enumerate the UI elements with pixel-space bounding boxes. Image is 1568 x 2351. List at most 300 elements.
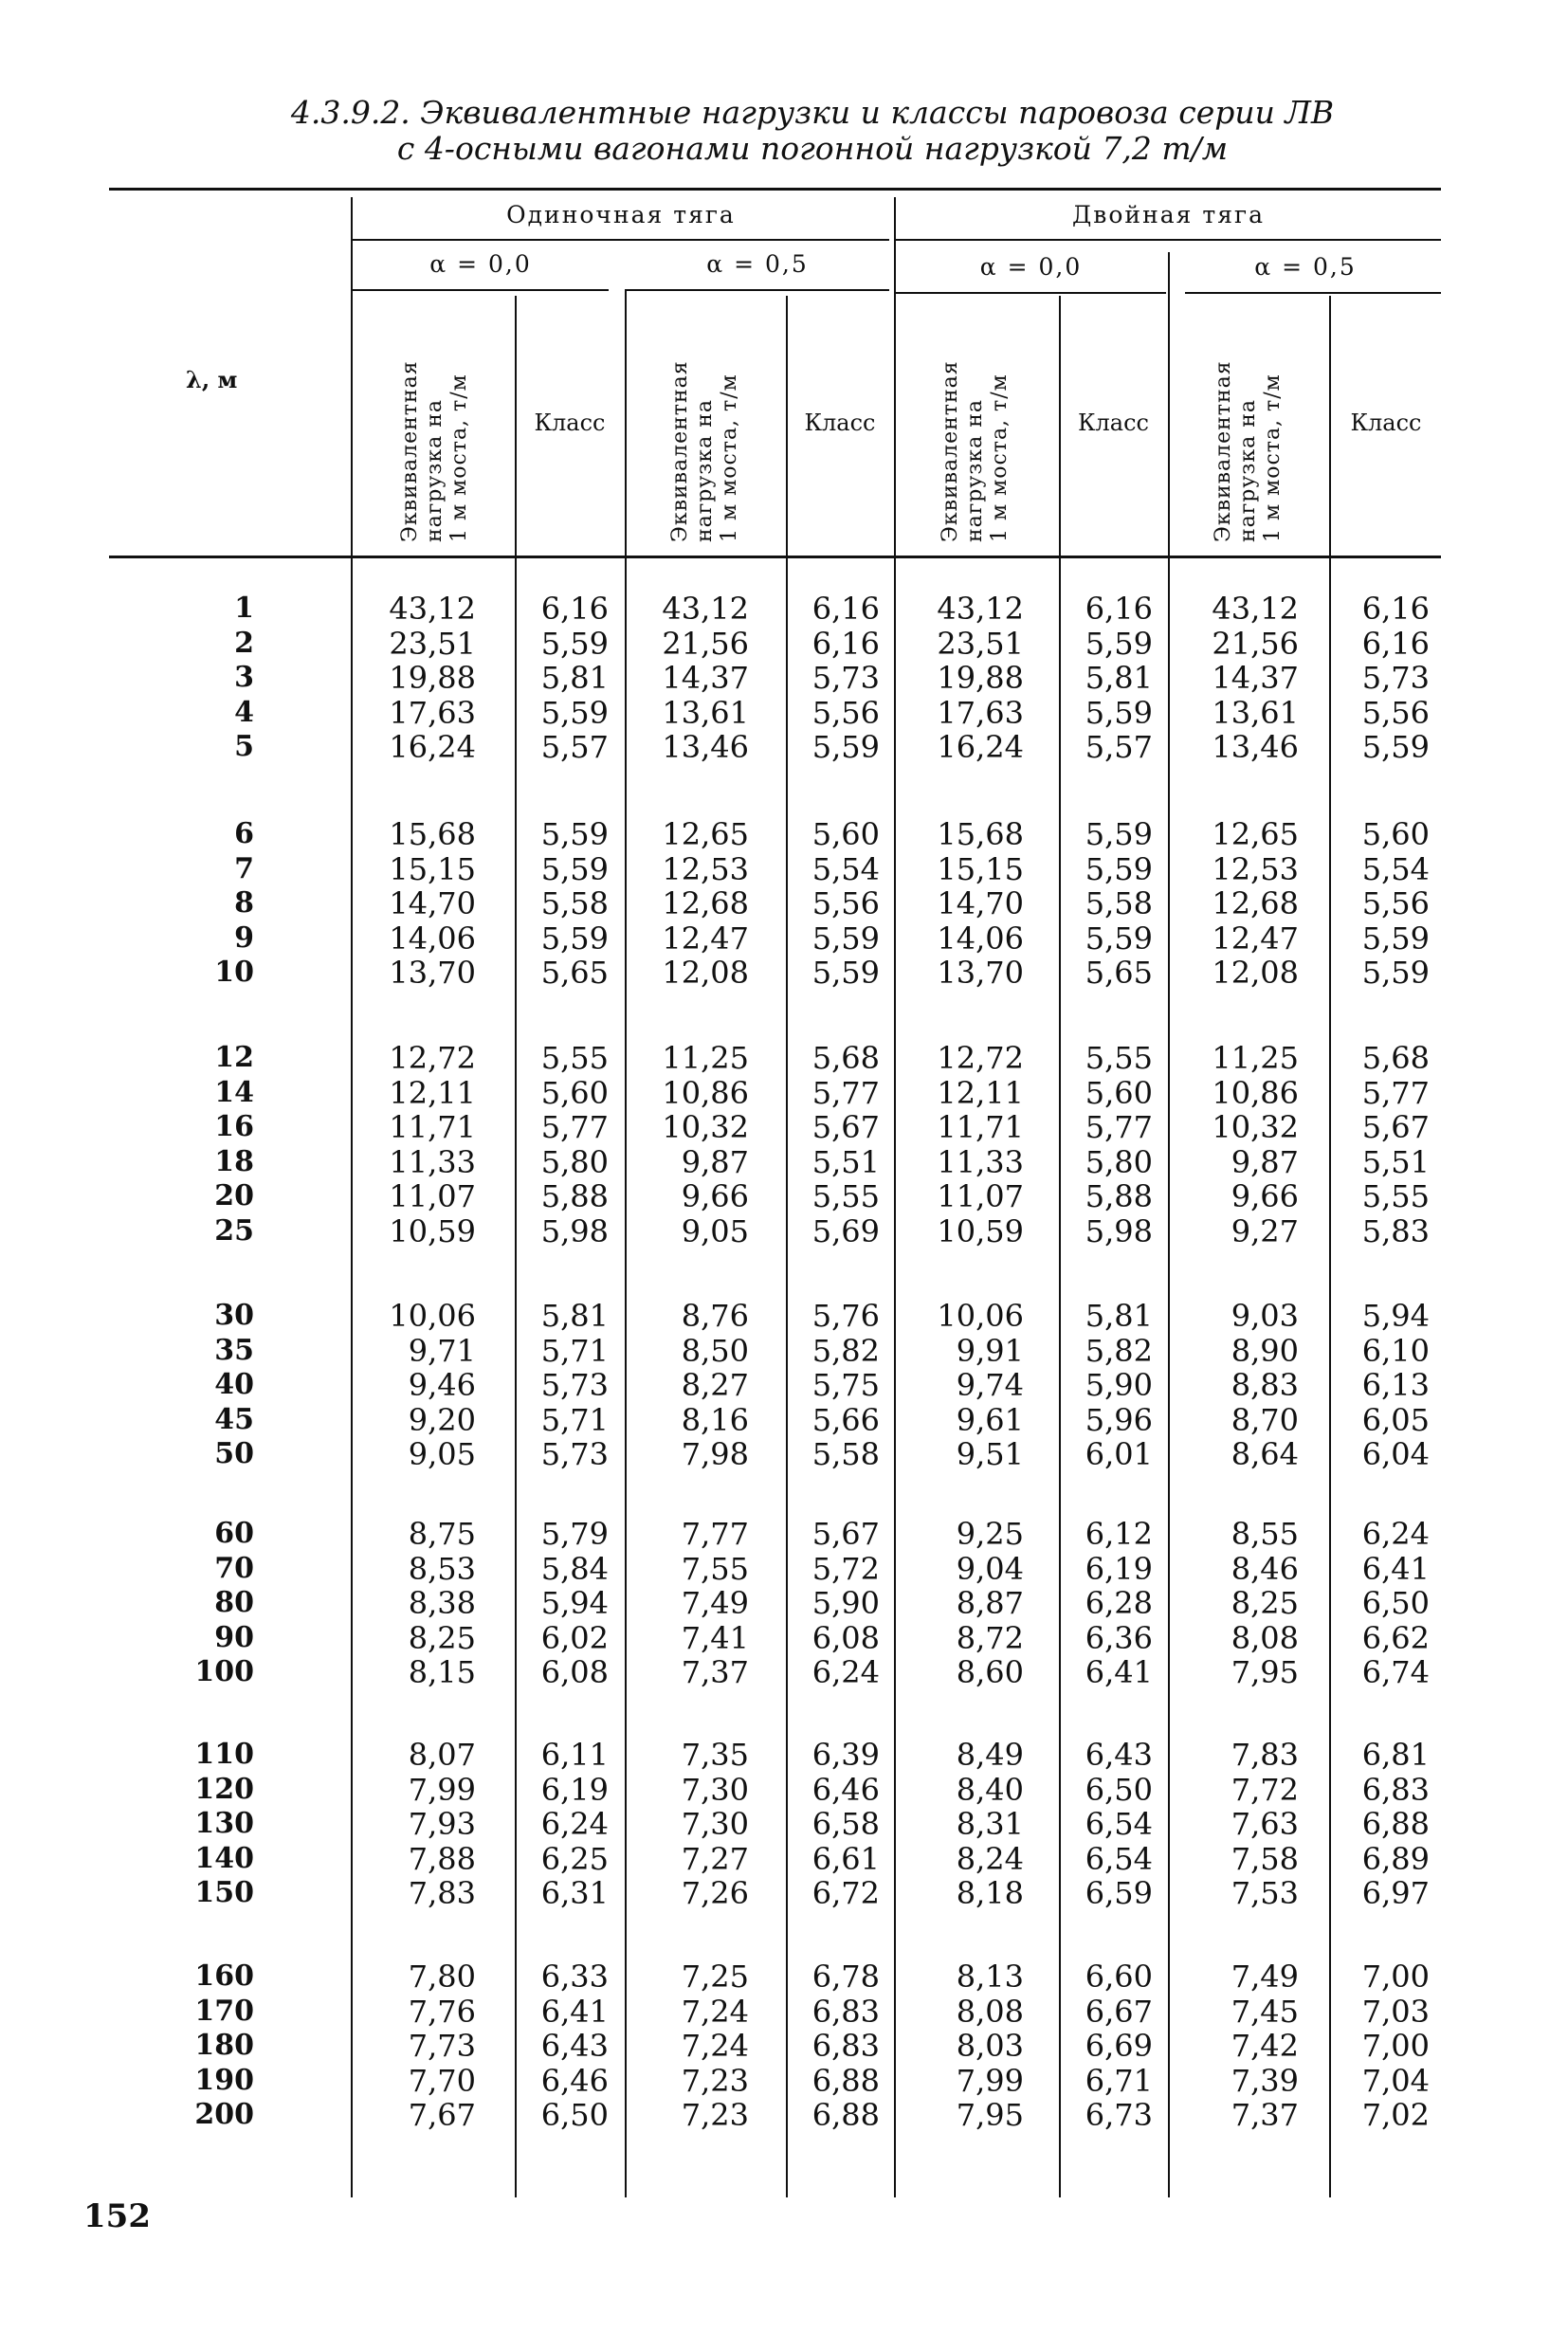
table-cell: 7,30 bbox=[681, 1806, 749, 1842]
col-rule-7 bbox=[1168, 252, 1170, 2197]
row-label: 4 bbox=[234, 695, 254, 729]
row-label: 90 bbox=[214, 1620, 254, 1654]
table-cell: 8,75 bbox=[408, 1516, 476, 1552]
table-cell: 7,99 bbox=[408, 1771, 476, 1808]
table-cell: 5,54 bbox=[811, 850, 880, 887]
table-cell: 19,88 bbox=[389, 660, 476, 696]
table-cell: 6,25 bbox=[540, 1840, 609, 1877]
table-cell: 6,31 bbox=[540, 1875, 609, 1911]
table-cell: 5,59 bbox=[811, 955, 880, 991]
table-cell: 5,71 bbox=[540, 1401, 609, 1438]
class-header-d5: Класс bbox=[1350, 410, 1422, 436]
alpha-header-d0: α = 0,0 bbox=[979, 253, 1083, 281]
table-cell: 21,56 bbox=[1212, 625, 1299, 662]
table-cell: 6,19 bbox=[1085, 1550, 1153, 1587]
table-cell: 9,51 bbox=[956, 1436, 1024, 1472]
table-cell: 7,39 bbox=[1231, 2062, 1299, 2099]
table-cell: 5,59 bbox=[540, 694, 609, 731]
row-label: 20 bbox=[214, 1179, 254, 1212]
table-cell: 7,23 bbox=[681, 2062, 749, 2099]
alpha-header-d5: α = 0,5 bbox=[1254, 253, 1357, 281]
table-cell: 8,64 bbox=[1231, 1436, 1299, 1472]
table-cell: 6,43 bbox=[540, 2028, 609, 2064]
alpha-rule-d0 bbox=[896, 292, 1166, 294]
table-cell: 14,70 bbox=[389, 885, 476, 921]
table-cell: 10,06 bbox=[389, 1298, 476, 1334]
table-cell: 8,83 bbox=[1231, 1367, 1299, 1403]
table-cell: 8,70 bbox=[1231, 1401, 1299, 1438]
row-label: 110 bbox=[194, 1738, 254, 1771]
table-cell: 6,16 bbox=[1361, 591, 1430, 627]
double-traction-header: Двойная тяга bbox=[1071, 201, 1265, 228]
table-cell: 5,98 bbox=[1085, 1212, 1153, 1249]
table-cell: 5,60 bbox=[1361, 816, 1430, 852]
table-cell: 7,63 bbox=[1231, 1806, 1299, 1842]
table-cell: 5,66 bbox=[811, 1401, 880, 1438]
table-cell: 5,98 bbox=[540, 1212, 609, 1249]
table-cell: 6,50 bbox=[540, 2097, 609, 2133]
table-cell: 8,18 bbox=[956, 1875, 1024, 1911]
table-cell: 8,50 bbox=[681, 1332, 749, 1369]
row-label: 70 bbox=[214, 1551, 254, 1585]
table-cell: 10,86 bbox=[1212, 1074, 1299, 1111]
table-cell: 8,25 bbox=[1231, 1585, 1299, 1621]
table-cell: 6,67 bbox=[1085, 1993, 1153, 2030]
table-cell: 5,67 bbox=[811, 1109, 880, 1145]
table-cell: 5,84 bbox=[540, 1550, 609, 1587]
table-cell: 9,66 bbox=[1231, 1178, 1299, 1214]
table-cell: 9,74 bbox=[956, 1367, 1024, 1403]
table-cell: 6,83 bbox=[811, 2028, 880, 2064]
table-cell: 9,91 bbox=[956, 1332, 1024, 1369]
table-cell: 12,47 bbox=[1212, 920, 1299, 957]
header-bottom-rule bbox=[109, 556, 1441, 558]
table-cell: 7,25 bbox=[681, 1959, 749, 1995]
table-cell: 8,60 bbox=[956, 1654, 1024, 1690]
table-cell: 10,59 bbox=[937, 1212, 1024, 1249]
row-label: 14 bbox=[214, 1075, 254, 1109]
table-cell: 7,95 bbox=[1231, 1654, 1299, 1690]
table-cell: 11,07 bbox=[389, 1178, 476, 1214]
row-label: 30 bbox=[214, 1299, 254, 1332]
table-cell: 7,30 bbox=[681, 1771, 749, 1808]
table-cell: 6,83 bbox=[1361, 1771, 1430, 1808]
row-label: 40 bbox=[214, 1368, 254, 1401]
load-header-s5: Эквивалентная нагрузка на 1 м моста, т/м bbox=[668, 360, 741, 542]
table-cell: 5,57 bbox=[540, 729, 609, 765]
table-cell: 5,88 bbox=[540, 1178, 609, 1214]
table-cell: 6,50 bbox=[1361, 1585, 1430, 1621]
table-cell: 7,04 bbox=[1361, 2062, 1430, 2099]
table-cell: 9,71 bbox=[408, 1332, 476, 1369]
table-cell: 5,82 bbox=[811, 1332, 880, 1369]
table-cell: 8,08 bbox=[956, 1993, 1024, 2030]
col-rule-5 bbox=[894, 197, 896, 2197]
table-cell: 13,70 bbox=[389, 955, 476, 991]
table-cell: 5,56 bbox=[1361, 694, 1430, 731]
table-cell: 5,68 bbox=[811, 1040, 880, 1076]
table-cell: 5,59 bbox=[1361, 955, 1430, 991]
table-cell: 6,97 bbox=[1361, 1875, 1430, 1911]
table-cell: 14,70 bbox=[937, 885, 1024, 921]
table-cell: 12,68 bbox=[1212, 885, 1299, 921]
table-cell: 8,46 bbox=[1231, 1550, 1299, 1587]
table-cell: 5,56 bbox=[811, 885, 880, 921]
row-label: 5 bbox=[234, 730, 254, 763]
row-label: 6 bbox=[234, 817, 254, 850]
alpha-header-s0: α = 0,0 bbox=[429, 250, 532, 278]
table-cell: 5,83 bbox=[1361, 1212, 1430, 1249]
table-cell: 6,10 bbox=[1361, 1332, 1430, 1369]
table-cell: 7,03 bbox=[1361, 1993, 1430, 2030]
row-label: 3 bbox=[234, 661, 254, 694]
class-header-s0: Класс bbox=[534, 410, 606, 436]
table-cell: 7,58 bbox=[1231, 1840, 1299, 1877]
table-cell: 8,72 bbox=[956, 1619, 1024, 1656]
table-cell: 10,86 bbox=[662, 1074, 749, 1111]
table-cell: 5,59 bbox=[1361, 920, 1430, 957]
lambda-header: λ, м bbox=[186, 366, 238, 393]
table-cell: 5,51 bbox=[1361, 1143, 1430, 1180]
row-label: 45 bbox=[214, 1402, 254, 1436]
table-cell: 7,45 bbox=[1231, 1993, 1299, 2030]
table-cell: 7,49 bbox=[1231, 1959, 1299, 1995]
table-cell: 7,98 bbox=[681, 1436, 749, 1472]
table-cell: 7,53 bbox=[1231, 1875, 1299, 1911]
table-cell: 11,33 bbox=[389, 1143, 476, 1180]
table-cell: 5,58 bbox=[1085, 885, 1153, 921]
table-cell: 5,76 bbox=[811, 1298, 880, 1334]
table-cell: 7,93 bbox=[408, 1806, 476, 1842]
table-cell: 6,88 bbox=[811, 2097, 880, 2133]
table-cell: 7,72 bbox=[1231, 1771, 1299, 1808]
table-cell: 6,01 bbox=[1085, 1436, 1153, 1472]
table-cell: 8,07 bbox=[408, 1737, 476, 1773]
row-label: 8 bbox=[234, 886, 254, 920]
table-cell: 6,43 bbox=[1085, 1737, 1153, 1773]
table-cell: 7,70 bbox=[408, 2062, 476, 2099]
table-cell: 9,05 bbox=[408, 1436, 476, 1472]
table-cell: 5,59 bbox=[1085, 694, 1153, 731]
table-cell: 6,83 bbox=[811, 1993, 880, 2030]
row-label: 130 bbox=[194, 1807, 254, 1840]
table-cell: 7,83 bbox=[408, 1875, 476, 1911]
table-cell: 8,25 bbox=[408, 1619, 476, 1656]
table-cell: 6,13 bbox=[1361, 1367, 1430, 1403]
table-cell: 5,59 bbox=[540, 920, 609, 957]
table-cell: 12,65 bbox=[662, 816, 749, 852]
row-label: 12 bbox=[214, 1041, 254, 1074]
table-cell: 5,65 bbox=[540, 955, 609, 991]
row-label: 7 bbox=[234, 851, 254, 885]
row-label: 180 bbox=[194, 2029, 254, 2062]
table-cell: 12,53 bbox=[662, 850, 749, 887]
table-cell: 9,27 bbox=[1231, 1212, 1299, 1249]
load-header-d5: Эквивалентная нагрузка на 1 м моста, т/м bbox=[1212, 360, 1285, 542]
table-cell: 5,72 bbox=[811, 1550, 880, 1587]
table-cell: 5,56 bbox=[811, 694, 880, 731]
table-cell: 5,77 bbox=[1361, 1074, 1430, 1111]
table-cell: 11,33 bbox=[937, 1143, 1024, 1180]
table-cell: 8,13 bbox=[956, 1959, 1024, 1995]
table-cell: 5,59 bbox=[811, 729, 880, 765]
table-cell: 6,19 bbox=[540, 1771, 609, 1808]
table-cell: 6,72 bbox=[811, 1875, 880, 1911]
table-cell: 6,39 bbox=[811, 1737, 880, 1773]
table-cell: 5,81 bbox=[1085, 1298, 1153, 1334]
table-cell: 5,55 bbox=[1361, 1178, 1430, 1214]
table-cell: 5,60 bbox=[1085, 1074, 1153, 1111]
table-cell: 12,68 bbox=[662, 885, 749, 921]
row-label: 120 bbox=[194, 1772, 254, 1806]
table-cell: 6,41 bbox=[1085, 1654, 1153, 1690]
table-cell: 5,69 bbox=[811, 1212, 880, 1249]
table-cell: 7,67 bbox=[408, 2097, 476, 2133]
alpha-rule-d5 bbox=[1185, 292, 1441, 294]
table-cell: 11,71 bbox=[937, 1109, 1024, 1145]
table-cell: 7,24 bbox=[681, 1993, 749, 2030]
table-cell: 7,77 bbox=[681, 1516, 749, 1552]
table-cell: 5,51 bbox=[811, 1143, 880, 1180]
table-cell: 5,59 bbox=[1085, 850, 1153, 887]
table-cell: 6,16 bbox=[811, 591, 880, 627]
alpha-rule-s0 bbox=[353, 289, 609, 291]
table-cell: 5,77 bbox=[540, 1109, 609, 1145]
table-cell: 12,11 bbox=[937, 1074, 1024, 1111]
table-cell: 7,23 bbox=[681, 2097, 749, 2133]
table-cell: 6,74 bbox=[1361, 1654, 1430, 1690]
table-cell: 5,59 bbox=[540, 850, 609, 887]
table-cell: 8,90 bbox=[1231, 1332, 1299, 1369]
table-cell: 5,55 bbox=[811, 1178, 880, 1214]
table-cell: 7,42 bbox=[1231, 2028, 1299, 2064]
table-cell: 10,32 bbox=[662, 1109, 749, 1145]
table-cell: 5,96 bbox=[1085, 1401, 1153, 1438]
table-cell: 12,72 bbox=[937, 1040, 1024, 1076]
table-cell: 14,37 bbox=[1212, 660, 1299, 696]
table-cell: 5,77 bbox=[1085, 1109, 1153, 1145]
table-cell: 5,55 bbox=[540, 1040, 609, 1076]
table-cell: 6,88 bbox=[811, 2062, 880, 2099]
table-cell: 7,27 bbox=[681, 1840, 749, 1877]
group-rule-single bbox=[351, 239, 889, 241]
table-cell: 13,61 bbox=[1212, 694, 1299, 731]
table-cell: 23,51 bbox=[937, 625, 1024, 662]
table-cell: 19,88 bbox=[937, 660, 1024, 696]
table-cell: 12,08 bbox=[1212, 955, 1299, 991]
table-cell: 10,32 bbox=[1212, 1109, 1299, 1145]
table-cell: 7,37 bbox=[1231, 2097, 1299, 2133]
table-cell: 9,87 bbox=[1231, 1143, 1299, 1180]
row-label: 200 bbox=[194, 2098, 254, 2131]
table-cell: 8,87 bbox=[956, 1585, 1024, 1621]
table-cell: 6,16 bbox=[1085, 591, 1153, 627]
table-cell: 6,16 bbox=[1361, 625, 1430, 662]
table-cell: 8,16 bbox=[681, 1401, 749, 1438]
table-cell: 8,27 bbox=[681, 1367, 749, 1403]
table-cell: 5,59 bbox=[540, 625, 609, 662]
table-cell: 14,06 bbox=[389, 920, 476, 957]
table-cell: 13,46 bbox=[662, 729, 749, 765]
alpha-rule-s5 bbox=[626, 289, 889, 291]
table-cell: 5,73 bbox=[1361, 660, 1430, 696]
table-cell: 6,46 bbox=[811, 1771, 880, 1808]
table-cell: 9,61 bbox=[956, 1401, 1024, 1438]
table-cell: 5,81 bbox=[540, 1298, 609, 1334]
table-title-line-1: 4.3.9.2. Эквивалентные нагрузки и классы паровоза серии ЛВ bbox=[290, 94, 1335, 131]
table-cell: 5,59 bbox=[811, 920, 880, 957]
table-cell: 6,58 bbox=[811, 1806, 880, 1842]
table-cell: 5,73 bbox=[540, 1436, 609, 1472]
table-cell: 5,54 bbox=[1361, 850, 1430, 887]
row-label: 100 bbox=[194, 1655, 254, 1688]
row-label: 50 bbox=[214, 1437, 254, 1470]
table-cell: 7,41 bbox=[681, 1619, 749, 1656]
table-cell: 5,55 bbox=[1085, 1040, 1153, 1076]
alpha-header-s5: α = 0,5 bbox=[706, 250, 809, 278]
table-cell: 8,15 bbox=[408, 1654, 476, 1690]
single-traction-header: Одиночная тяга bbox=[506, 201, 736, 228]
table-cell: 9,87 bbox=[681, 1143, 749, 1180]
table-cell: 6,88 bbox=[1361, 1806, 1430, 1842]
table-cell: 7,73 bbox=[408, 2028, 476, 2064]
table-cell: 6,16 bbox=[540, 591, 609, 627]
table-cell: 6,16 bbox=[811, 625, 880, 662]
table-cell: 5,80 bbox=[540, 1143, 609, 1180]
table-cell: 6,11 bbox=[540, 1737, 609, 1773]
table-cell: 5,73 bbox=[811, 660, 880, 696]
table-cell: 6,33 bbox=[540, 1959, 609, 1995]
table-cell: 5,88 bbox=[1085, 1178, 1153, 1214]
row-label: 25 bbox=[214, 1213, 254, 1248]
group-rule-double bbox=[896, 239, 1441, 241]
table-cell: 8,76 bbox=[681, 1298, 749, 1334]
table-cell: 6,05 bbox=[1361, 1401, 1430, 1438]
table-cell: 6,54 bbox=[1085, 1806, 1153, 1842]
table-cell: 7,80 bbox=[408, 1959, 476, 1995]
table-cell: 7,88 bbox=[408, 1840, 476, 1877]
table-cell: 17,63 bbox=[937, 694, 1024, 731]
row-label: 9 bbox=[234, 920, 254, 955]
table-cell: 7,35 bbox=[681, 1737, 749, 1773]
table-cell: 8,55 bbox=[1231, 1516, 1299, 1552]
table-cell: 7,26 bbox=[681, 1875, 749, 1911]
table-cell: 6,60 bbox=[1085, 1959, 1153, 1995]
table-cell: 9,05 bbox=[681, 1212, 749, 1249]
table-cell: 5,67 bbox=[811, 1516, 880, 1552]
table-cell: 8,49 bbox=[956, 1737, 1024, 1773]
table-cell: 8,24 bbox=[956, 1840, 1024, 1877]
table-cell: 5,59 bbox=[540, 816, 609, 852]
table-cell: 9,25 bbox=[956, 1516, 1024, 1552]
table-cell: 6,04 bbox=[1361, 1436, 1430, 1472]
table-cell: 13,46 bbox=[1212, 729, 1299, 765]
table-cell: 6,89 bbox=[1361, 1840, 1430, 1877]
table-cell: 6,24 bbox=[811, 1654, 880, 1690]
row-label: 150 bbox=[194, 1876, 254, 1909]
table-cell: 5,56 bbox=[1361, 885, 1430, 921]
table-cell: 5,68 bbox=[1361, 1040, 1430, 1076]
row-label: 35 bbox=[214, 1333, 254, 1367]
table-cell: 12,47 bbox=[662, 920, 749, 957]
table-cell: 16,24 bbox=[937, 729, 1024, 765]
table-cell: 6,71 bbox=[1085, 2062, 1153, 2099]
table-cell: 16,24 bbox=[389, 729, 476, 765]
table-cell: 11,07 bbox=[937, 1178, 1024, 1214]
table-cell: 11,25 bbox=[662, 1040, 749, 1076]
table-cell: 12,08 bbox=[662, 955, 749, 991]
table-cell: 43,12 bbox=[937, 591, 1024, 627]
table-cell: 5,80 bbox=[1085, 1143, 1153, 1180]
table-cell: 7,00 bbox=[1361, 1959, 1430, 1995]
table-cell: 7,83 bbox=[1231, 1737, 1299, 1773]
table-cell: 6,24 bbox=[540, 1806, 609, 1842]
class-header-d0: Класс bbox=[1077, 410, 1149, 436]
table-cell: 5,67 bbox=[1361, 1109, 1430, 1145]
table-cell: 5,73 bbox=[540, 1367, 609, 1403]
table-cell: 7,00 bbox=[1361, 2028, 1430, 2064]
table-cell: 5,71 bbox=[540, 1332, 609, 1369]
table-cell: 7,24 bbox=[681, 2028, 749, 2064]
row-label: 60 bbox=[214, 1517, 254, 1550]
table-cell: 6,59 bbox=[1085, 1875, 1153, 1911]
table-cell: 6,12 bbox=[1085, 1516, 1153, 1552]
table-cell: 21,56 bbox=[662, 625, 749, 662]
table-cell: 6,02 bbox=[540, 1619, 609, 1656]
table-cell: 7,99 bbox=[956, 2062, 1024, 2099]
table-cell: 9,03 bbox=[1231, 1298, 1299, 1334]
table-cell: 5,59 bbox=[1361, 729, 1430, 765]
table-cell: 5,60 bbox=[811, 816, 880, 852]
table-cell: 12,11 bbox=[389, 1074, 476, 1111]
table-cell: 5,77 bbox=[811, 1074, 880, 1111]
row-label: 16 bbox=[214, 1110, 254, 1143]
row-label: 190 bbox=[194, 2063, 254, 2097]
table-cell: 7,02 bbox=[1361, 2097, 1430, 2133]
table-cell: 5,79 bbox=[540, 1516, 609, 1552]
table-cell: 14,37 bbox=[662, 660, 749, 696]
table-cell: 8,53 bbox=[408, 1550, 476, 1587]
table-cell: 6,08 bbox=[811, 1619, 880, 1656]
row-label: 10 bbox=[214, 956, 254, 989]
table-cell: 6,41 bbox=[540, 1993, 609, 2030]
table-cell: 9,20 bbox=[408, 1401, 476, 1438]
table-cell: 5,59 bbox=[1085, 920, 1153, 957]
table-cell: 43,12 bbox=[662, 591, 749, 627]
table-cell: 6,41 bbox=[1361, 1550, 1430, 1587]
table-cell: 15,15 bbox=[389, 850, 476, 887]
table-cell: 6,61 bbox=[811, 1840, 880, 1877]
table-cell: 6,28 bbox=[1085, 1585, 1153, 1621]
row-label: 170 bbox=[194, 1994, 254, 2028]
table-cell: 5,94 bbox=[540, 1585, 609, 1621]
table-cell: 5,82 bbox=[1085, 1332, 1153, 1369]
table-cell: 7,55 bbox=[681, 1550, 749, 1587]
table-cell: 5,65 bbox=[1085, 955, 1153, 991]
table-cell: 7,49 bbox=[681, 1585, 749, 1621]
row-label: 160 bbox=[194, 1959, 254, 1993]
table-cell: 5,60 bbox=[540, 1074, 609, 1111]
table-cell: 5,90 bbox=[1085, 1367, 1153, 1403]
table-cell: 6,24 bbox=[1361, 1516, 1430, 1552]
table-cell: 5,58 bbox=[540, 885, 609, 921]
table-cell: 5,58 bbox=[811, 1436, 880, 1472]
table-cell: 5,94 bbox=[1361, 1298, 1430, 1334]
row-label: 18 bbox=[214, 1144, 254, 1178]
table-top-rule bbox=[109, 188, 1441, 191]
table-cell: 14,06 bbox=[937, 920, 1024, 957]
table-cell: 13,70 bbox=[937, 955, 1024, 991]
